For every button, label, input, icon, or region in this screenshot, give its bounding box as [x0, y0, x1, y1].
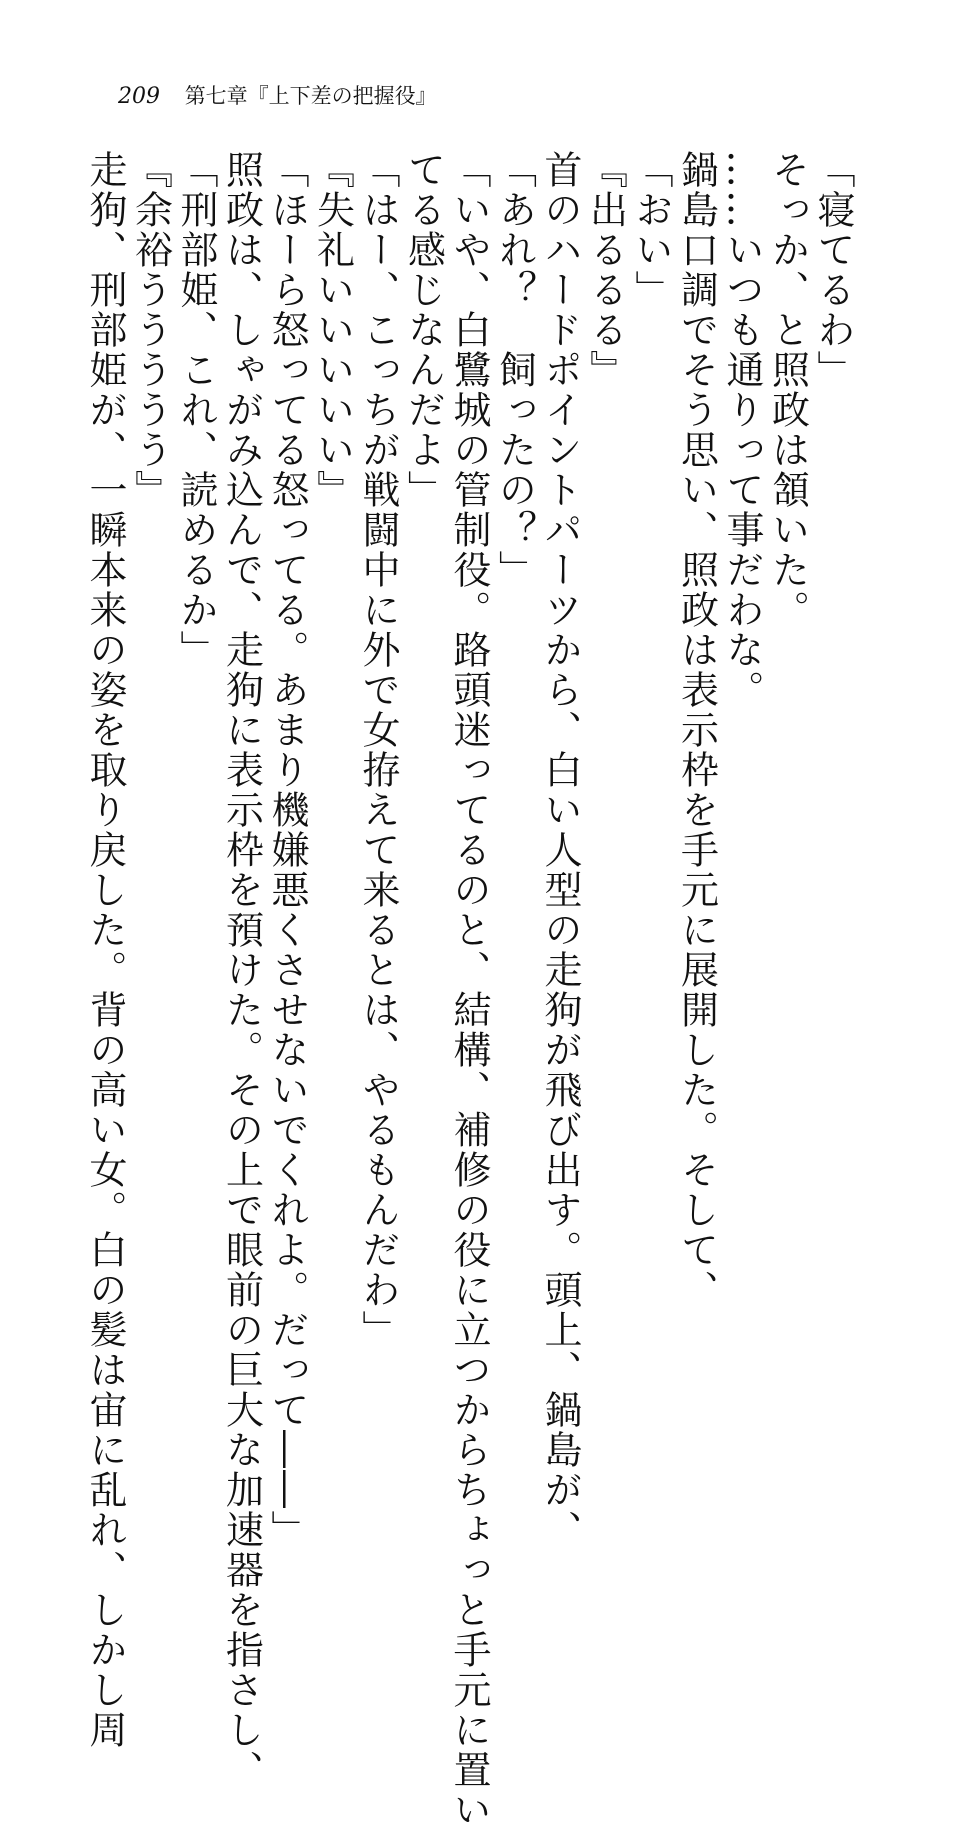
text-line: 首のハードポイントパーツから、白い人型の走狗が飛び出す。頭上、鍋島が、 [538, 150, 582, 1550]
chapter-title: 第七章『上下差の把握役』 [184, 84, 437, 108]
text-line: 走狗、刑部姫が、一瞬本来の姿を取り戻した。背の高い女。白の髪は宙に乱れ、しかし周 [83, 150, 127, 1750]
text-line: 照政は、しゃがみ込んで、走狗に表示枠を預けた。その上で眼前の巨大な加速器を指さし、 [219, 150, 264, 1790]
text-line: そっか、と照政は頷いた。 [765, 150, 810, 630]
text-line: 『失礼いいいいい』 [310, 150, 355, 510]
running-header [118, 80, 437, 110]
text-line: 「ほーら怒ってる怒ってる。あまり機嫌悪くさせないでくれよ。だって――」 [265, 150, 309, 1550]
text-line: 『余裕ううううう』 [128, 150, 173, 510]
text-line: 「いや、白鷺城の管制役。路頭迷ってるのと、結構、補修の役に立つからちょっと手元に置い [447, 150, 491, 1830]
text-line: 「はー、こっちが戦闘中に外で女拵えて来るとは、やるもんだわ」 [356, 150, 400, 1350]
text-line: 鍋島口調でそう思い、照政は表示枠を手元に展開した。そして、 [674, 150, 719, 1310]
page-number: 209 [118, 84, 160, 109]
text-line: 『出るるる』 [583, 150, 628, 390]
text-line: 「寝てるわ」 [811, 150, 855, 390]
text-line: ……いつも通りって事だわな。 [720, 150, 764, 710]
text-line: てる感じなんだよ」 [401, 150, 446, 510]
novel-body-text [83, 150, 855, 1830]
text-line: 「刑部姫、これ、読めるか」 [174, 150, 218, 670]
text-line: 「あれ？ 飼ったの？」 [492, 150, 537, 590]
text-line: 「おい」 [629, 150, 673, 310]
